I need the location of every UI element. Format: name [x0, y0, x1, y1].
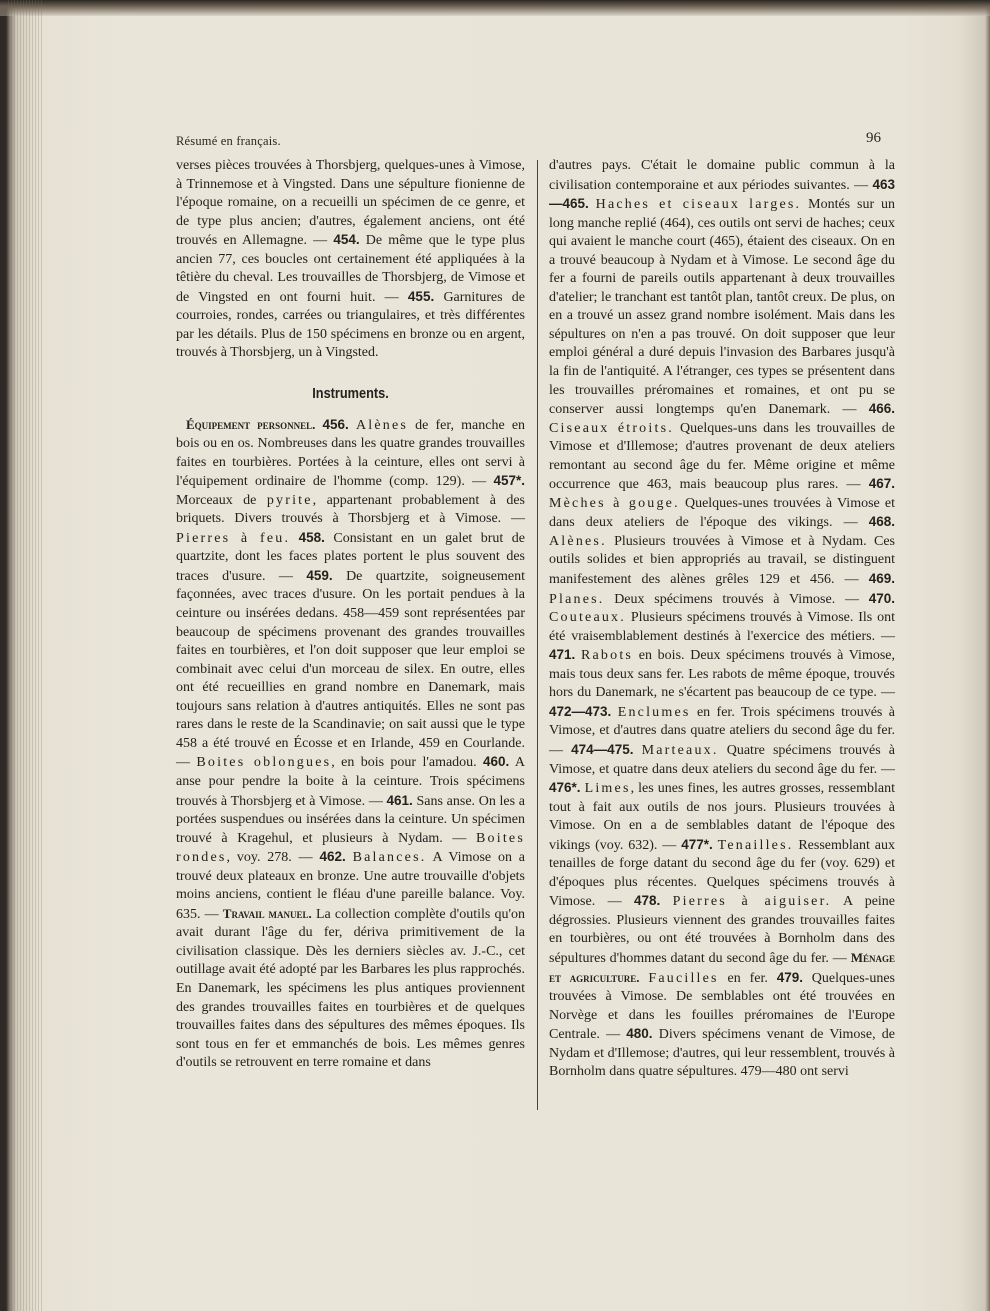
item-number: 466. — [868, 401, 895, 417]
subsection-label: Travail manuel. — [222, 905, 312, 921]
paragraph-buckles: verses pièces trouvées à Thorsbjerg, quelques-unes à Vimose, à Trinnemose et à Vingsted. Dans une sépulture fionienne de l'époque romaine, on a recueilli un spécimen de ce genre, et de type plus ancien; d'autres, également anciens, ont été trouvés en Allemagne. — 454. De même que le type plus ancien 77, ces boucles ont certainement été appliquées à la têtière du cheval. Les trouvailles de Thorsbjerg, de Vimose et de Vingsted en ont fourni huit. — 455. Garnitures de courroies, rondes, carrées ou triangulaires, et très différentes par les détails. Plus de 150 spécimens en bronze ou en argent, trouvés à Thorsbjerg, un à Vingsted. — [176, 158, 526, 361]
item-number: 479. — [776, 969, 803, 985]
item-number: 469. — [868, 571, 895, 587]
book-page-edges — [8, 0, 42, 1311]
running-head: Résumé en français. — [176, 134, 281, 148]
item-number: 458. — [298, 529, 325, 545]
item-number: 478. — [633, 893, 661, 909]
paragraph-instruments: Équipement personnel. 456. Alènes de fer, manche en bois ou en os. Nombreuses dans les quatre grandes trouvailles faites en tourbières. Portées à la ceinture, elles ont servi à l'équipement ordinaire de l'homme (comp. 129). — 457*. Morceaux de pyrite, appartenant probablement à des briquets. Divers trouvés à Thorsbjerg et à Vimose. — Pierres à feu. 458. Consistant en un galet brut de quartzite, dont les faces plates portent le plus souvent des traces d'usure. — 459. De quartzite, soigneusement façonnées, avec traces d'usure. On les portait pendues à la ceinture ou insérées dedans. 458—459 sont représentées par beaucoup de spécimens provenant des grandes trouvailles faites en tourbières, et l'on doit supposer que leur emploi se combinait avec celui d'un morceau de silex. En outre, elles ont été recueillies en grand nombre en Danemark, mais toujours sans relation à d'autres antiquités. Elles ne sont pas rares dans le reste de la Scandinavie; on sait aussi que le type 458 a été trouvé en Écosse et en Irlande, 459 en Courlande. — Boites oblongues, en bois pour l'amadou. 460. A anse pour pendre la boite à la ceinture. Trois spécimens trouvés à Thorsbjerg et à Vimose. — 461. Sans anse. On les a portées suspendues ou insérées dans la ceinture. Un spécimen trouvé à Kragehul, et plusieurs à Nydam. — Boites rondes, voy. 278. — 462. Balances. A Vimose on a trouvé deux plateaux en bronze. Une autre trouvaille d'objets moins anciens, contient le fléau d'une pareille balance. Voy. 635. — Travail manuel. La collection complète d'outils qu'on avait durant l'âge du fer, dériva primitivement de la civilisation classique. Dès les derniers siècles av. J.-C., cet outillage avait été adopté par les Barbares les plus rapprochés. En Danemark, les spécimens les plus antiques proviennent des grandes trouvailles faites en tourbières et de quelques trouvailles faites dans des sépultures des mêmes époques. Ils sont tous en fer et emmanchés de bois. Les mêmes genres d'outils se retrouvent en terre romaine et dans — [176, 416, 526, 1071]
top-shadow — [0, 0, 990, 16]
column-divider — [537, 160, 538, 1110]
item-number: 476*. — [549, 780, 581, 796]
item-number: 460. — [483, 754, 510, 770]
item-number: 470. — [868, 590, 895, 606]
subsection-label: Équipement personnel. — [186, 416, 316, 432]
item-number: 463—465. — [549, 176, 895, 212]
item-number: 471. — [549, 647, 576, 663]
item-number: 459. — [306, 567, 333, 583]
item-number: 456. — [322, 416, 349, 432]
item-number: 477*. — [681, 836, 713, 852]
item-number: 462. — [319, 849, 346, 865]
paragraph-tools: d'autres pays. C'était le domaine public commun à la civilisation contemporaine et aux périodes suivantes. — 463—465. Haches et ciseaux larges. Montés sur un long manche replié (464), ces outils ont servi de haches; ceux qui avaient le manche court (465), étaient des ciseaux. On en a trouvé beaucoup à Nydam et à Vimose. Le second âge du fer a fourni de pareils outils appartenant à deux trouvailles d'atelier; le tranchant est tantôt plan, tantôt creux. De plus, on en a trouvé un assez grand nombre isolément. Mais dans les sépultures on n'en a pas trouvé. On doit supposer que leur emploi général a duré depuis l'invasion des Barbares jusqu'à la fin de l'antiquité. A l'étranger, ces types se présentent dans les trouvailles préromaines et romaines, et ont pu se conserver aussi longtemps qu'en Danemark. — 466. Ciseaux étroits. Quelques-uns dans les trouvailles de Vimose et d'Illemose; d'autres provenant de deux ateliers remontant au second âge du fer. Même origine et même occurrence que 463, mais beaucoup plus rares. — 467. Mèches à gouge. Quelques-unes trouvées à Vimose et dans deux ateliers de l'époque des vikings. — 468. Alènes. Plusieurs trouvées à Vimose et à Nydam. Ces outils solides et bien appropriés au travail, se distinguent manifestement des alènes grêles 129 et 456. — 469. Planes. Deux spécimens trouvés à Vimose. — 470. Couteaux. Plusieurs spécimens trouvés à Vimose. Ils ont été vraisemblablement destinés à l'exercice des métiers. — 471. Rabots en bois. Deux spécimens trouvés à Vimose, mais tous deux sans fer. Les rabots de même époque, trouvés hors du Danemark, ne s'écartent pas beaucoup de ce type. — 472—473. Enclumes en fer. Trois spécimens trouvés à Vimose, et d'autres dans quatre ateliers du second âge du fer. — 474—475. Marteaux. Quatre spécimens trouvés à Vimose, et quatre dans deux ateliers du second âge du fer. — 476*. Limes, les unes fines, les autres grosses, ressemblant tout à fait aux outils de nos jours. Plusieurs trouvées à Vimose. On en a de semblables datant de l'époque des vikings (voy. 632). — 477*. Tenailles. Ressemblant aux tenailles de forge datant du second âge du fer (voy. 629) et d'époques plus récentes. Quelques spécimens trouvés à Vimose. — 478. Pierres à aiguiser. A peine dégrossies. Plusieurs viennent des grandes trouvailles faites en tourbières, ou ont été trouvées à Bornholm dans des sépultures d'hommes datant du second âge du fer. — Ménage et agriculture. Faucilles en fer. 479. Quelques-unes trouvées à Vimose. De semblables ont été trouvées en Norvège et dans les fouilles préromaines de l'Europe Centrale. — 480. Divers spécimens venant de Vimose, de Nydam et d'Illemose; d'autres, qui leur ressemblent, trouvés à Bornholm dans quatre sépultures. 479—480 ont servi — [549, 158, 896, 1080]
left-column — [176, 157, 525, 1073]
item-number: 480. — [626, 1026, 653, 1042]
item-number: 455. — [407, 288, 435, 304]
item-number: 468. — [868, 514, 895, 530]
item-number: 467. — [868, 476, 895, 492]
right-column — [549, 157, 895, 1082]
section-heading: Instruments. — [312, 385, 389, 403]
page-number: 96 — [866, 130, 881, 146]
item-number: 474—475. — [571, 741, 634, 757]
item-number: 472—473. — [549, 703, 612, 719]
item-number: 454. — [333, 232, 360, 248]
item-number: 461. — [386, 792, 413, 808]
item-number: 457*. — [493, 473, 525, 489]
subsection-label: Ménage et agriculture. — [549, 949, 895, 985]
